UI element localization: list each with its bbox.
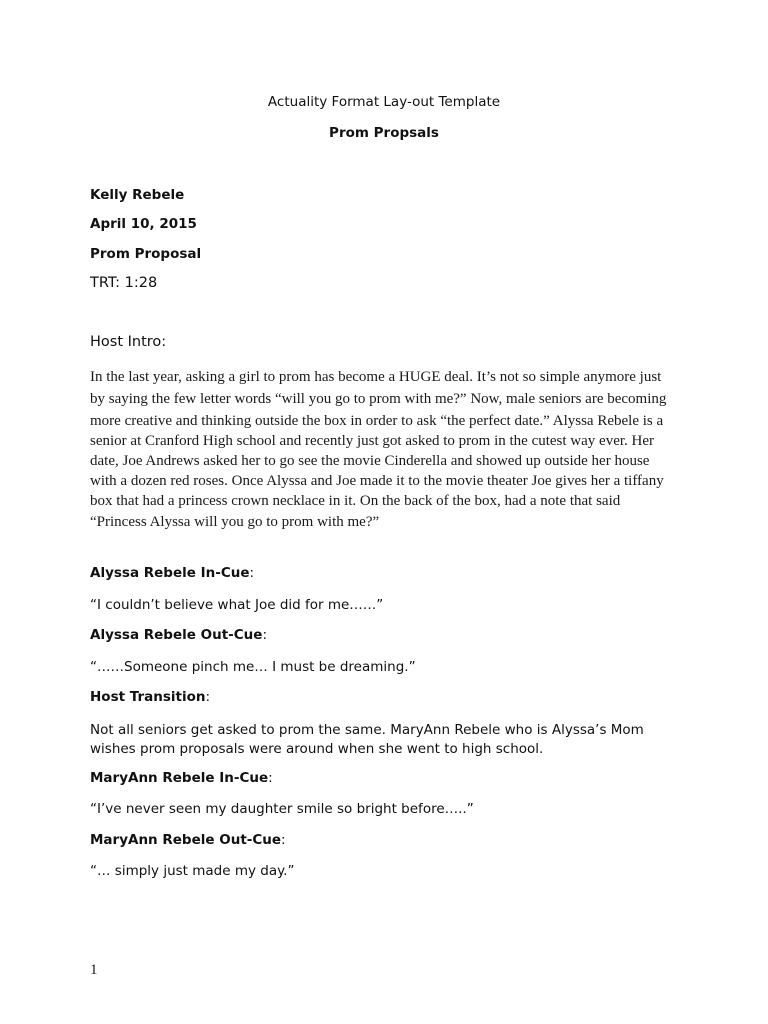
story-slug: Prom Proposal [90, 246, 202, 262]
alyssa-out-cue-text: “……Someone pinch me… I must be dreaming.” [90, 659, 416, 675]
host-intro-line: by saying the few letter words “will you go to prom with me?” Now, male seniors are becoming [90, 391, 667, 407]
reporter-name: Kelly Rebele [90, 187, 185, 203]
host-intro-line: box that had a princess crown necklace in it. On the back of the box, had a note that said [90, 493, 621, 509]
host-intro-heading: Host Intro: [90, 334, 167, 350]
story-title: Prom Propsals [329, 125, 439, 141]
maryann-out-cue-heading [90, 832, 286, 848]
maryann-out-cue-text: “… simply just made my day.” [90, 863, 295, 879]
host-intro-line: with a dozen red roses. Once Alyssa and Joe made it to the movie theater Joe gives her a tiffany [90, 473, 664, 489]
host-intro-line: “Princess Alyssa will you go to prom with me?” [90, 514, 380, 530]
colon: : [249, 565, 255, 581]
host-intro-line: senior at Cranford High school and recently just got asked to prom in the cutest way ever. Her [90, 433, 655, 449]
host-intro-line: In the last year, asking a girl to prom has become a HUGE deal. It’s not so simple anymore just [90, 369, 662, 385]
host-intro-line: more creative and thinking outside the box in order to ask “the perfect date.” Alyssa Rebele is a [90, 413, 664, 429]
page-number: 1 [90, 962, 98, 978]
alyssa-in-cue-label: Alyssa Rebele In-Cue [90, 565, 250, 581]
alyssa-in-cue-heading [90, 565, 254, 581]
total-running-time: TRT: 1:28 [90, 275, 158, 291]
colon: : [268, 770, 273, 786]
alyssa-out-cue-heading [90, 627, 267, 643]
story-date: April 10, 2015 [90, 216, 197, 232]
template-title: Actuality Format Lay-out Template [267, 94, 501, 110]
host-intro-line: date, Joe Andrews asked her to go see the movie Cinderella and showed up outside her house [90, 453, 650, 469]
colon: : [205, 689, 211, 705]
maryann-in-cue-heading [90, 770, 273, 786]
alyssa-out-cue-label: Alyssa Rebele Out-Cue [90, 627, 263, 643]
host-intro-paragraph [90, 367, 690, 533]
maryann-in-cue-label: MaryAnn Rebele In-Cue [90, 770, 269, 786]
host-transition-heading [90, 689, 210, 705]
colon: : [281, 832, 286, 848]
colon: : [262, 627, 267, 643]
host-transition-label: Host Transition [90, 689, 206, 705]
host-transition-text: Not all seniors get asked to prom the same. MaryAnn Rebele who is Alyssa’s Mom wishes prom proposals were around when she went to high school. [90, 722, 644, 757]
alyssa-in-cue-text: “I couldn’t believe what Joe did for me……” [90, 597, 384, 613]
maryann-in-cue-text: “I’ve never seen my daughter smile so bright before…..” [90, 801, 474, 817]
maryann-out-cue-label: MaryAnn Rebele Out-Cue [90, 832, 282, 848]
